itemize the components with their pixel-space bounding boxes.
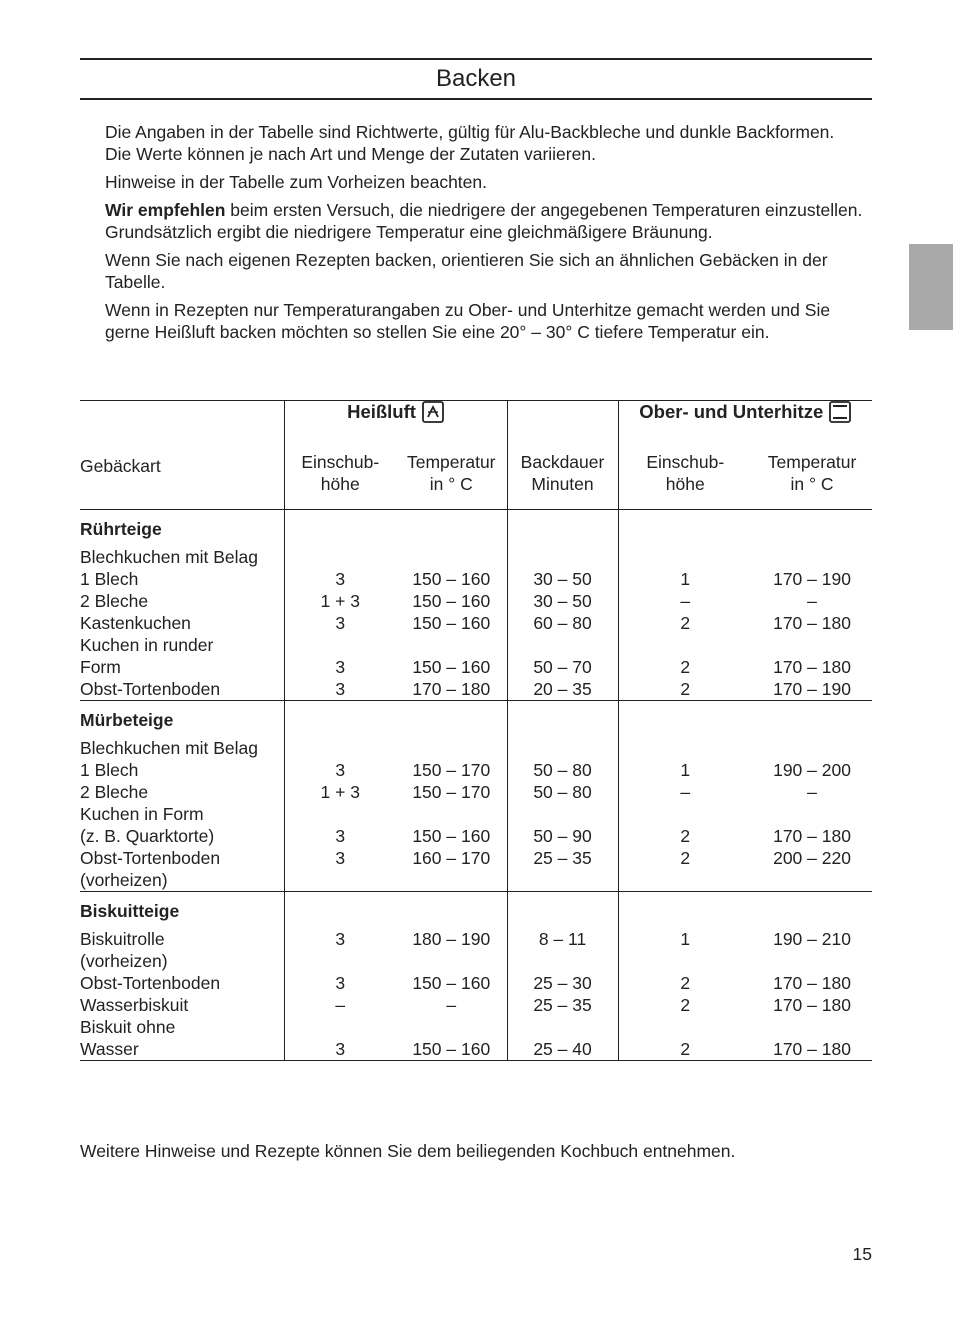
cell-hot-air-level-line — [285, 737, 397, 759]
cell-hot-air-level — [284, 847, 396, 892]
section-header-empty — [752, 701, 872, 738]
cell-hot-air-level — [284, 678, 396, 701]
cell-item-line: Wasser — [80, 1039, 139, 1059]
cell-hot-air-level — [284, 546, 396, 612]
col-header-top-bottom-temp: Temperatur in ° C — [767, 452, 857, 494]
cell-hot-air-level-line: 3 — [335, 760, 346, 780]
section-name: Mürbeteige — [80, 701, 284, 738]
cell-item — [80, 737, 284, 803]
header-empty-cell — [80, 401, 284, 452]
cell-item-line: Obst-Tortenboden — [80, 848, 221, 868]
intro-paragraph-6: Wenn in Rezepten nur Temperaturangaben zu Ober- und Unterhitze gemacht werden und Sie gerne Heißluft backen möchten so stellen Sie eine 20° – 30° C tiefere Temperatur ein. — [105, 300, 831, 342]
cell-top-bottom-level-line: 1 — [680, 929, 691, 949]
cell-item-line: 1 Blech — [80, 760, 139, 780]
cell-hot-air-level — [284, 972, 396, 994]
intro-paragraph-3: Hinweise in der Tabelle zum Vorheizen beachten. — [105, 172, 487, 192]
cell-top-bottom-level — [618, 994, 752, 1016]
cell-time-line: 50 – 70 — [533, 657, 592, 677]
cell-item — [80, 634, 284, 678]
cell-item-line: (vorheizen) — [80, 951, 168, 971]
cell-item — [80, 546, 284, 612]
cell-top-bottom-level-line — [619, 1016, 753, 1038]
section-header-empty — [752, 510, 872, 547]
col-header-hot-air-level: Einschub- höhe — [301, 452, 380, 494]
section-header-empty — [396, 701, 507, 738]
cell-top-bottom-temp — [752, 634, 872, 678]
cell-top-bottom-level — [618, 634, 752, 678]
cell-time — [507, 928, 618, 972]
section-header-row — [80, 701, 872, 738]
cell-top-bottom-temp-line — [752, 1016, 872, 1038]
cell-top-bottom-level — [618, 737, 752, 803]
cell-hot-air-level-line: 3 — [335, 569, 346, 589]
cell-hot-air-temp-line: 150 – 160 — [412, 973, 491, 993]
top-bottom-header — [618, 401, 872, 452]
cell-hot-air-level — [284, 928, 396, 972]
table-row — [80, 678, 872, 701]
cell-item-line: (vorheizen) — [80, 870, 168, 890]
cell-hot-air-level-line: 3 — [335, 929, 346, 949]
cell-top-bottom-temp-line: 170 – 180 — [773, 995, 851, 1015]
cell-hot-air-temp-line: – — [446, 995, 457, 1015]
cell-time-line: 60 – 80 — [533, 613, 592, 633]
cell-hot-air-temp — [396, 634, 507, 678]
cell-hot-air-temp-line — [396, 803, 507, 825]
intro-paragraph-4-rest: beim ersten Versuch, die niedrigere der angegebenen Temperaturen einzustellen. Grundsätzlich ergibt die niedrigere Temperatur eine gleichmäßigere Bräunung. — [105, 200, 863, 242]
cell-time — [507, 546, 618, 612]
cell-top-bottom-level-line — [619, 634, 753, 656]
cell-hot-air-level — [284, 634, 396, 678]
section-header-empty — [618, 701, 752, 738]
cell-hot-air-level-line — [285, 950, 397, 972]
section-header-empty — [507, 510, 618, 547]
side-tab-marker — [909, 244, 953, 330]
section-header-empty — [284, 510, 396, 547]
cell-hot-air-level-line: 3 — [335, 973, 346, 993]
cell-item — [80, 994, 284, 1016]
cell-hot-air-level-line — [285, 634, 397, 656]
cell-top-bottom-level — [618, 928, 752, 972]
cell-hot-air-temp — [396, 546, 507, 612]
section-header-row — [80, 510, 872, 547]
cell-hot-air-level-line: 3 — [335, 826, 346, 846]
cell-time — [507, 612, 618, 634]
cell-time-line: 30 – 50 — [533, 591, 592, 611]
cell-top-bottom-temp — [752, 678, 872, 701]
cell-top-bottom-level-line: 2 — [680, 1039, 691, 1059]
cell-top-bottom-temp — [752, 847, 872, 892]
table-row — [80, 612, 872, 634]
cell-time-line: 8 – 11 — [538, 929, 587, 949]
cell-top-bottom-level-line: – — [680, 782, 691, 802]
cell-time-line: 25 – 35 — [533, 848, 592, 868]
cell-top-bottom-temp — [752, 972, 872, 994]
cell-top-bottom-level-line — [619, 803, 753, 825]
cell-hot-air-temp-line: 150 – 160 — [412, 613, 491, 633]
section-name: Rührteige — [80, 510, 284, 547]
cell-item-line: (z. B. Quarktorte) — [80, 826, 215, 846]
cell-item-line: Obst-Tortenboden — [80, 679, 221, 699]
cell-hot-air-temp-line — [396, 634, 507, 656]
cell-hot-air-level-line — [285, 869, 397, 891]
table-row — [80, 994, 872, 1016]
cell-top-bottom-level-line — [619, 546, 753, 568]
cell-top-bottom-level — [618, 972, 752, 994]
cell-item-line: Biskuit ohne — [80, 1017, 176, 1037]
cell-item — [80, 612, 284, 634]
cell-time — [507, 994, 618, 1016]
cell-time-line: 50 – 90 — [533, 826, 592, 846]
cell-hot-air-temp-line: 150 – 160 — [412, 657, 491, 677]
cell-hot-air-temp-line: 150 – 160 — [412, 569, 491, 589]
section-header-empty — [507, 892, 618, 929]
cell-time — [507, 737, 618, 803]
table-row — [80, 803, 872, 847]
table-row — [80, 546, 872, 612]
cell-item-line: Kuchen in Form — [80, 804, 204, 824]
cell-top-bottom-temp-line — [752, 634, 872, 656]
cell-top-bottom-temp-line: 190 – 200 — [773, 760, 851, 780]
table-row — [80, 847, 872, 892]
cell-hot-air-temp-line: 160 – 170 — [412, 848, 491, 868]
cell-top-bottom-temp — [752, 737, 872, 803]
cell-top-bottom-level — [618, 847, 752, 892]
cell-top-bottom-level-line: 1 — [680, 760, 691, 780]
cell-top-bottom-temp — [752, 803, 872, 847]
cell-top-bottom-level-line: 2 — [680, 826, 691, 846]
col-header-time: Backdauer Minuten — [507, 451, 618, 510]
section-header-empty — [396, 510, 507, 547]
intro-paragraph-5: Wenn Sie nach eigenen Rezepten backen, orientieren Sie sich an ähnlichen Gebäcken in der Tabelle. — [105, 250, 828, 292]
table-row — [80, 928, 872, 972]
cell-time — [507, 678, 618, 701]
table-row — [80, 634, 872, 678]
cell-time-line — [508, 737, 618, 759]
cell-item-line: Form — [80, 657, 121, 677]
section-header-empty — [507, 701, 618, 738]
top-bottom-heat-icon — [829, 401, 851, 423]
section-name: Biskuitteige — [80, 892, 284, 929]
cell-time — [507, 803, 618, 847]
cell-hot-air-level-line: 3 — [335, 1039, 346, 1059]
cell-time-line — [508, 869, 618, 891]
cell-top-bottom-level — [618, 1016, 752, 1061]
cell-top-bottom-level-line: 2 — [680, 613, 691, 633]
cell-hot-air-temp-line: 170 – 180 — [412, 679, 491, 699]
cell-hot-air-level — [284, 994, 396, 1016]
cell-top-bottom-temp-line: 170 – 180 — [773, 826, 851, 846]
cell-item — [80, 928, 284, 972]
cell-top-bottom-level — [618, 546, 752, 612]
cell-top-bottom-temp-line — [752, 803, 872, 825]
cell-item-line: 2 Bleche — [80, 591, 149, 611]
cell-time-line: 20 – 35 — [533, 679, 592, 699]
cell-hot-air-level-line: 3 — [335, 613, 346, 633]
intro-paragraph-4 — [105, 199, 875, 243]
cell-hot-air-level-line: 3 — [335, 679, 346, 699]
intro-paragraph-1: Die Angaben in der Tabelle sind Richtwerte, gültig für Alu-Backbleche und dunkle Backformen. — [105, 122, 835, 142]
cell-item-line: Kastenkuchen — [80, 613, 191, 633]
cell-time-line: 30 – 50 — [533, 569, 592, 589]
cell-hot-air-temp — [396, 994, 507, 1016]
cell-time — [507, 847, 618, 892]
section-header-empty — [284, 701, 396, 738]
table-row — [80, 972, 872, 994]
page-title: Backen — [435, 65, 517, 92]
intro-text — [105, 121, 875, 349]
cell-time-line: 25 – 30 — [533, 973, 592, 993]
cell-top-bottom-temp-line: – — [807, 591, 817, 611]
cell-time-line: 25 – 35 — [533, 995, 592, 1015]
cell-item-line: Blechkuchen mit Belag — [80, 547, 259, 567]
cell-hot-air-level-line — [285, 546, 397, 568]
cell-hot-air-temp-line — [396, 546, 507, 568]
cell-item — [80, 847, 284, 892]
cell-top-bottom-temp-line: 200 – 220 — [773, 848, 851, 868]
cell-item — [80, 678, 284, 701]
cell-hot-air-level-line: 1 + 3 — [320, 591, 360, 611]
cell-top-bottom-temp — [752, 612, 872, 634]
cell-hot-air-temp — [396, 612, 507, 634]
cell-top-bottom-level-line: 2 — [680, 657, 691, 677]
cell-hot-air-temp — [396, 847, 507, 892]
cell-hot-air-temp — [396, 1016, 507, 1061]
cell-top-bottom-temp-line: – — [807, 782, 817, 802]
table-row — [80, 1016, 872, 1061]
cell-hot-air-temp-line: 150 – 160 — [412, 591, 491, 611]
page-number: 15 — [852, 1244, 872, 1264]
cell-top-bottom-level-line: 2 — [680, 848, 691, 868]
cell-top-bottom-level-line: 1 — [680, 569, 691, 589]
table-row — [80, 737, 872, 803]
col-header-top-bottom-level: Einschub- höhe — [646, 452, 725, 494]
recommend-emphasis: Wir empfehlen — [105, 200, 226, 220]
cell-hot-air-temp-line: 150 – 170 — [412, 782, 491, 802]
cell-item-line: 2 Bleche — [80, 782, 149, 802]
cell-hot-air-level — [284, 612, 396, 634]
col-header-item: Gebäckart — [80, 451, 284, 510]
cell-top-bottom-temp — [752, 1016, 872, 1061]
section-header-empty — [396, 892, 507, 929]
cell-time-line — [508, 1016, 618, 1038]
cell-top-bottom-level-line: 2 — [680, 679, 691, 699]
cell-hot-air-level-line — [285, 803, 397, 825]
time-header-empty — [507, 401, 618, 452]
top-bottom-label: Ober- und Unterhitze — [639, 401, 824, 422]
cell-top-bottom-level-line — [619, 737, 753, 759]
cell-hot-air-temp — [396, 803, 507, 847]
cell-top-bottom-temp-line: 170 – 180 — [773, 657, 851, 677]
cell-hot-air-level-line: 1 + 3 — [320, 782, 360, 802]
cell-hot-air-temp — [396, 928, 507, 972]
cell-hot-air-level-line: 3 — [335, 848, 346, 868]
section-header-empty — [618, 892, 752, 929]
cell-item — [80, 1016, 284, 1061]
cell-item-line: Blechkuchen mit Belag — [80, 738, 259, 758]
cell-hot-air-level — [284, 803, 396, 847]
cell-hot-air-temp-line: 150 – 170 — [412, 760, 491, 780]
cell-top-bottom-temp — [752, 994, 872, 1016]
cell-top-bottom-temp — [752, 546, 872, 612]
cell-top-bottom-temp-line — [752, 950, 872, 972]
cell-top-bottom-level-line: 2 — [680, 995, 691, 1015]
cell-hot-air-level — [284, 1016, 396, 1061]
cell-top-bottom-temp-line — [752, 546, 872, 568]
hot-air-label: Heißluft — [347, 401, 416, 422]
cell-top-bottom-level — [618, 678, 752, 701]
cell-top-bottom-level — [618, 803, 752, 847]
cell-top-bottom-temp-line: 170 – 190 — [773, 569, 851, 589]
page-title-block — [80, 58, 872, 100]
cell-top-bottom-temp-line: 170 – 190 — [773, 679, 851, 699]
cell-hot-air-temp — [396, 678, 507, 701]
cell-hot-air-temp — [396, 972, 507, 994]
cell-hot-air-level-line: – — [335, 995, 346, 1015]
cell-item-line: 1 Blech — [80, 569, 139, 589]
cell-item — [80, 803, 284, 847]
cell-time-line: 50 – 80 — [533, 782, 592, 802]
cell-time-line — [508, 634, 618, 656]
cell-time — [507, 972, 618, 994]
section-header-empty — [284, 892, 396, 929]
cell-hot-air-level-line: 3 — [335, 657, 346, 677]
cell-top-bottom-level-line — [619, 869, 753, 891]
cell-hot-air-temp — [396, 737, 507, 803]
footnote: Weitere Hinweise und Rezepte können Sie dem beiliegenden Kochbuch entnehmen. — [80, 1141, 736, 1161]
cell-top-bottom-temp-line — [752, 869, 872, 891]
cell-top-bottom-temp-line: 170 – 180 — [773, 1039, 851, 1059]
cell-top-bottom-temp — [752, 928, 872, 972]
col-header-hot-air-temp: Temperatur in ° C — [396, 451, 507, 510]
cell-time — [507, 1016, 618, 1061]
intro-paragraph-2: Die Werte können je nach Art und Menge der Zutaten variieren. — [105, 144, 596, 164]
cell-time-line — [508, 803, 618, 825]
cell-top-bottom-level-line: 2 — [680, 973, 691, 993]
cell-item — [80, 972, 284, 994]
cell-hot-air-temp-line — [396, 869, 507, 891]
section-header-empty — [618, 510, 752, 547]
cell-time-line — [508, 546, 618, 568]
cell-top-bottom-temp-line: 170 – 180 — [773, 973, 851, 993]
cell-hot-air-temp-line — [396, 1016, 507, 1038]
cell-top-bottom-temp-line: 190 – 210 — [773, 929, 851, 949]
section-header-empty — [752, 892, 872, 929]
cell-hot-air-temp-line — [396, 950, 507, 972]
section-header-row — [80, 892, 872, 929]
cell-hot-air-temp-line: 180 – 190 — [412, 929, 491, 949]
cell-hot-air-temp-line: 150 – 160 — [412, 826, 491, 846]
baking-table — [80, 400, 872, 1061]
cell-item-line: Obst-Tortenboden — [80, 973, 221, 993]
cell-item-line: Biskuitrolle — [80, 929, 165, 949]
cell-time — [507, 634, 618, 678]
cell-time-line: 25 – 40 — [533, 1039, 592, 1059]
hot-air-header — [284, 401, 507, 452]
cell-time-line — [508, 950, 618, 972]
cell-top-bottom-level-line: – — [680, 591, 691, 611]
cell-item-line: Kuchen in runder — [80, 635, 214, 655]
cell-hot-air-temp-line: 150 – 160 — [412, 1039, 491, 1059]
cell-hot-air-level — [284, 737, 396, 803]
cell-top-bottom-level-line — [619, 950, 753, 972]
hot-air-fan-icon — [422, 401, 444, 423]
cell-top-bottom-temp-line: 170 – 180 — [773, 613, 851, 633]
cell-hot-air-temp-line — [396, 737, 507, 759]
cell-top-bottom-temp-line — [752, 737, 872, 759]
cell-item-line: Wasserbiskuit — [80, 995, 189, 1015]
cell-hot-air-level-line — [285, 1016, 397, 1038]
cell-top-bottom-level — [618, 612, 752, 634]
cell-time-line: 50 – 80 — [533, 760, 592, 780]
